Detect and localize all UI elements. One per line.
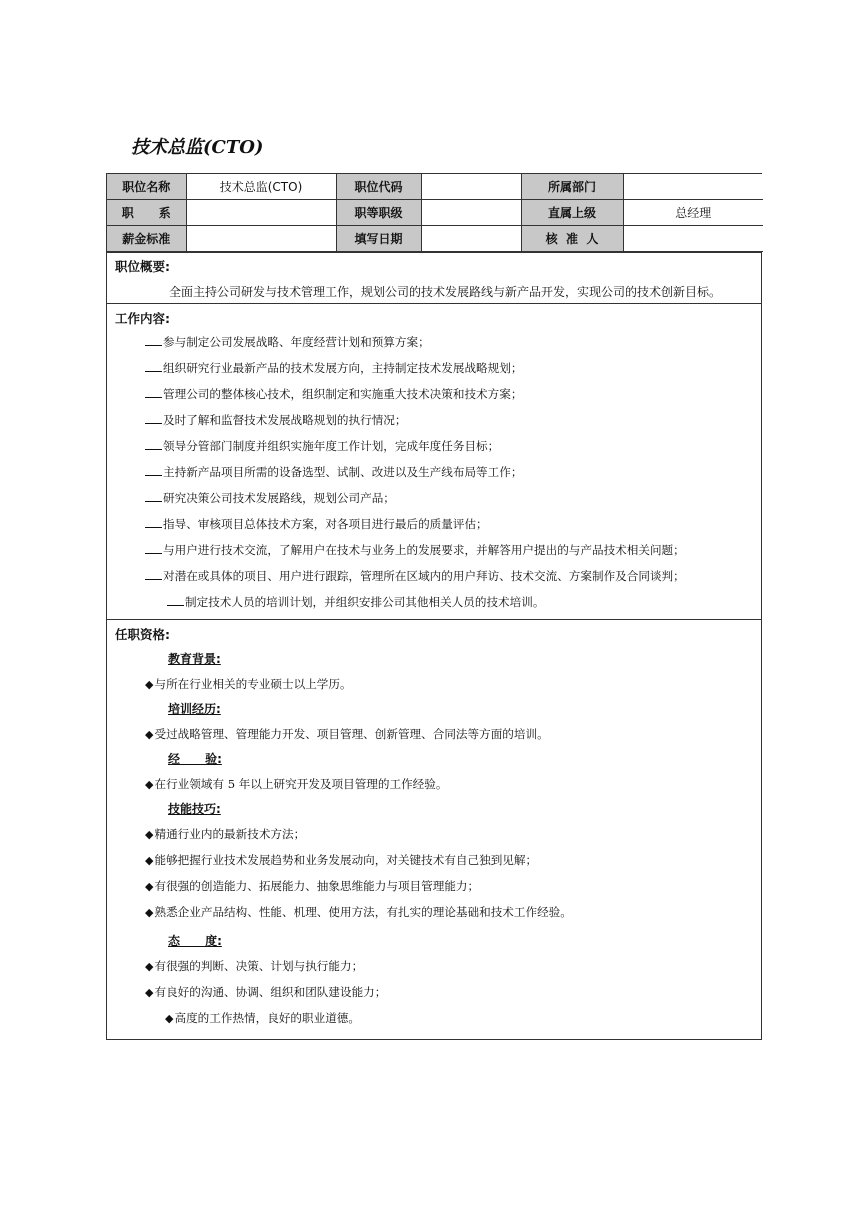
list-item: 指导、审核项目总体技术方案，对各项目进行最后的质量评估；: [145, 511, 761, 537]
document-title: 技术总监(CTO): [131, 137, 264, 158]
list-item: 与用户进行技术交流，了解用户在技术与业务上的发展要求，并解答用户提出的与产品技术相关问题；: [145, 537, 761, 563]
approver-value: [623, 226, 763, 252]
qualifications-title: 任职资格:: [115, 627, 170, 642]
list-item: 制定技术人员的培训计划，并组织安排公司其他相关人员的技术培训。: [167, 589, 761, 615]
list-item: ◆受过战略管理、管理能力开发、项目管理、创新管理、合同法等方面的培训。: [145, 727, 549, 741]
blank-line: [145, 538, 162, 554]
department-label: 所属部门: [521, 174, 623, 200]
summary-title: 职位概要:: [115, 259, 170, 274]
list-item: ◆精通行业内的最新技术方法；: [145, 827, 306, 841]
duties-section: [107, 303, 761, 619]
table-row: [107, 226, 763, 252]
diamond-bullet-icon: ◆: [145, 828, 154, 841]
blank-line: [145, 564, 162, 580]
fill-date-value: [421, 226, 521, 252]
blank-line: [145, 408, 162, 424]
list-item: 及时了解和监督技术发展战略规划的执行情况；: [145, 407, 761, 433]
skills-heading: 技能技巧:: [168, 802, 221, 816]
blank-line: [145, 330, 162, 346]
list-item: ◆在行业领域有 5 年以上研究开发及项目管理的工作经验。: [145, 777, 448, 791]
diamond-bullet-icon: ◆: [145, 960, 154, 973]
list-item: 组织研究行业最新产品的技术发展方向，主持制定技术发展战略规划；: [145, 355, 761, 381]
summary-text: 全面主持公司研发与技术管理工作，规划公司的技术发展路线与新产品开发，实现公司的技术创新目标。: [169, 285, 722, 299]
list-item: ◆有很强的判断、决策、计划与执行能力；: [145, 959, 364, 973]
table-row: [107, 174, 763, 200]
job-info-table: [107, 174, 763, 252]
job-family-label: 职 系: [107, 200, 186, 226]
attitude-heading: 态 度:: [168, 934, 222, 948]
list-item: ◆高度的工作热情，良好的职业道德。: [165, 1011, 360, 1025]
list-item: 主持新产品项目所需的设备选型、试制、改进以及生产线布局等工作；: [145, 459, 761, 485]
job-description-form: [106, 173, 762, 1040]
department-value: [623, 174, 763, 200]
list-item: ◆有良好的沟通、协调、组织和团队建设能力；: [145, 985, 387, 999]
blank-line: [145, 382, 162, 398]
list-item: 管理公司的整体核心技术，组织制定和实施重大技术决策和技术方案；: [145, 381, 761, 407]
salary-label: 薪金标准: [107, 226, 186, 252]
list-item: 对潜在或具体的项目、用户进行跟踪，管理所在区域内的用户拜访、技术交流、方案制作及合同谈判；: [145, 563, 761, 589]
blank-line: [145, 512, 162, 528]
list-item: ◆能够把握行业技术发展趋势和业务发展动向，对关键技术有自己独到见解；: [145, 853, 538, 867]
list-item: ◆与所在行业相关的专业硕士以上学历。: [145, 677, 352, 691]
salary-value: [186, 226, 336, 252]
diamond-bullet-icon: ◆: [145, 986, 154, 999]
duties-title: 工作内容:: [115, 311, 170, 326]
position-code-label: 职位代码: [336, 174, 421, 200]
qualifications-section: [107, 619, 761, 1039]
position-name-value: 技术总监(CTO): [186, 174, 336, 200]
position-name-label: 职位名称: [107, 174, 186, 200]
job-family-value: [186, 200, 336, 226]
summary-section: [107, 252, 761, 303]
position-code-value: [421, 174, 521, 200]
diamond-bullet-icon: ◆: [145, 778, 154, 791]
grade-label: 职等职级: [336, 200, 421, 226]
blank-line: [167, 590, 184, 606]
diamond-bullet-icon: ◆: [165, 1012, 174, 1025]
diamond-bullet-icon: ◆: [145, 906, 154, 919]
blank-line: [145, 460, 162, 476]
blank-line: [145, 486, 162, 502]
diamond-bullet-icon: ◆: [145, 678, 154, 691]
diamond-bullet-icon: ◆: [145, 880, 154, 893]
supervisor-value: 总经理: [623, 200, 763, 226]
education-heading: 教育背景:: [168, 652, 221, 666]
list-item: 参与制定公司发展战略、年度经营计划和预算方案；: [145, 329, 761, 355]
fill-date-label: 填写日期: [336, 226, 421, 252]
list-item: ◆有很强的创造能力、拓展能力、抽象思维能力与项目管理能力；: [145, 879, 480, 893]
training-heading: 培训经历:: [168, 702, 221, 716]
list-item: ◆熟悉企业产品结构、性能、机理、使用方法，有扎实的理论基础和技术工作经验。: [145, 905, 572, 919]
experience-heading: 经 验:: [168, 752, 222, 766]
supervisor-label: 直属上级: [521, 200, 623, 226]
blank-line: [145, 434, 162, 450]
list-item: 领导分管部门制度并组织实施年度工作计划，完成年度任务目标；: [145, 433, 761, 459]
diamond-bullet-icon: ◆: [145, 854, 154, 867]
list-item: 研究决策公司技术发展路线，规划公司产品；: [145, 485, 761, 511]
grade-value: [421, 200, 521, 226]
table-row: [107, 200, 763, 226]
blank-line: [145, 356, 162, 372]
diamond-bullet-icon: ◆: [145, 728, 154, 741]
approver-label: 核 准 人: [521, 226, 623, 252]
